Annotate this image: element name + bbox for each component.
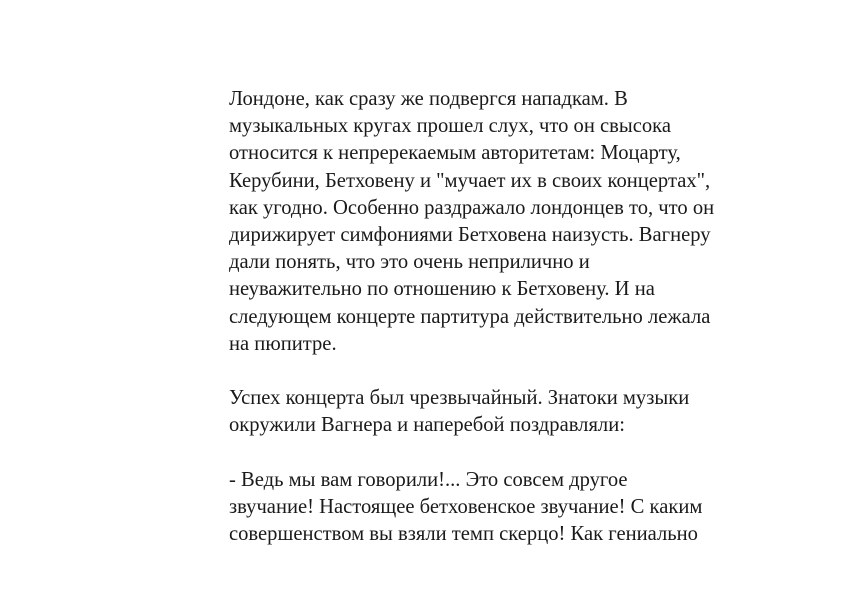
text-line: дирижирует симфониями Бетховена наизусть. Вагнеру: [229, 224, 711, 247]
text-line: на пюпитре.: [229, 332, 337, 355]
text-line: Лондоне, как сразу же подвергся нападкам. В: [229, 88, 628, 110]
text-line: дали понять, что это очень неприлично и: [229, 251, 590, 274]
paragraph-london-criticism: [229, 86, 769, 358]
text-line: относится к непререкаемым авторитетам: Моцарту,: [229, 142, 681, 165]
paragraph-concert-success: [229, 385, 769, 439]
text-line: Керубини, Бетховену и "мучает их в своих концертах",: [229, 169, 711, 192]
text-line: неуважительно по отношению к Бетховену. И на: [229, 278, 655, 301]
text-line: - Ведь мы вам говорили!... Это совсем другое: [229, 468, 628, 491]
paragraph-dialogue: [229, 467, 769, 549]
document-text: [229, 86, 769, 576]
text-line: следующем концерте партитура действительно лежала: [229, 305, 711, 328]
text-line: музыкальных кругах прошел слух, что он свысока: [229, 115, 671, 138]
text-line: звучание! Настоящее бетховенское звучание! С каким: [229, 496, 703, 519]
text-line: окружили Вагнера и наперебой поздравляли:: [229, 414, 625, 437]
text-line: Успех концерта был чрезвычайный. Знатоки музыки: [229, 387, 690, 410]
text-line: совершенством вы взяли темп скерцо! Как гениально: [229, 523, 698, 546]
text-line: как угодно. Особенно раздражало лондонцев то, что он: [229, 196, 715, 219]
